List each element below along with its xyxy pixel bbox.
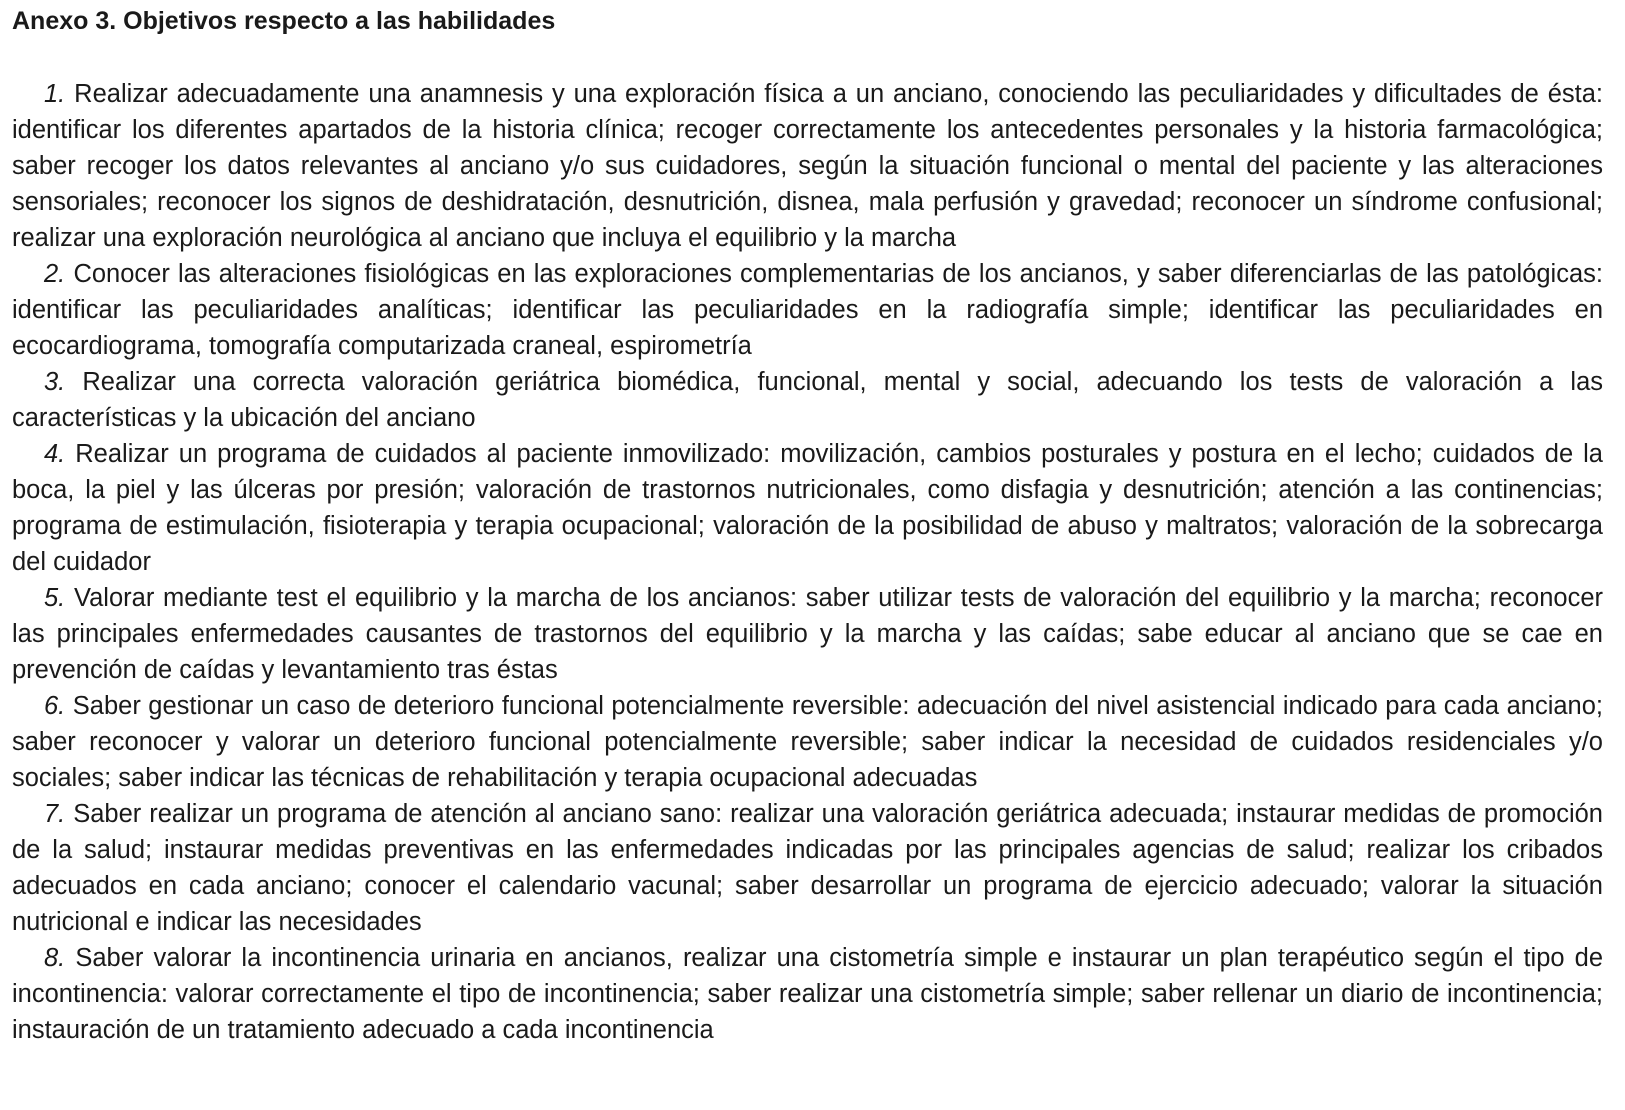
objective-item-8 (12, 940, 1603, 1048)
objective-text: Conocer las alteraciones fisiológicas en las exploraciones complementarias de los ancianos, y saber diferenciarlas de las patológicas: identificar las peculiaridades analíticas; identificar las peculiaridades en la radiografía simple; identificar las peculiaridades en ecocardiograma, tomografía computarizada craneal, espirometría (12, 260, 1603, 360)
objective-text: Saber gestionar un caso de deterioro funcional potencialmente reversible: adecuación del nivel asistencial indicado para cada anciano; saber reconocer y valorar un deterioro funcional potencialmente reversible; saber indicar la necesidad de cuidados residenciales y/o sociales; saber indicar las técnicas de rehabilitación y terapia ocupacional adecuadas (12, 692, 1603, 792)
objective-number: 6. (44, 692, 66, 720)
objective-item-4 (12, 436, 1603, 580)
objective-item-2 (12, 256, 1603, 364)
objective-text: Saber valorar la incontinencia urinaria en ancianos, realizar una cistometría simple e instaurar un plan terapéutico según el tipo de incontinencia: valorar correctamente el tipo de incontinencia; saber realizar una cistometría simple; saber rellenar un diario de incontinencia; instauración de un tratamiento adecuado a cada incontinencia (12, 944, 1604, 1044)
objective-item-7 (12, 796, 1603, 940)
objective-number: 1. (44, 80, 66, 108)
objective-number: 5. (44, 584, 66, 612)
objective-text: Realizar un programa de cuidados al paciente inmovilizado: movilización, cambios posturales y postura en el lecho; cuidados de la boca, la piel y las úlceras por presión; valoración de trastornos nutricionales, como disfagia y desnutrición; atención a las continencias; programa de estimulación, fisioterapia y terapia ocupacional; valoración de la posibilidad de abuso y maltratos; valoración de la sobrecarga del cuidador (12, 440, 1603, 576)
objective-number: 4. (44, 440, 66, 468)
annex-title: Anexo 3. Objetivos respecto a las habilidades (12, 7, 556, 35)
objective-number: 3. (44, 368, 66, 396)
objective-text: Saber realizar un programa de atención al anciano sano: realizar una valoración geriátrica adecuada; instaurar medidas de promoción de la salud; instaurar medidas preventivas en las enfermedades indicadas por las principales agencias de salud; realizar los cribados adecuados en cada anciano; conocer el calendario vacunal; saber desarrollar un programa de ejercicio adecuado; valorar la situación nutricional e indicar las necesidades (12, 800, 1603, 936)
objective-text: Valorar mediante test el equilibrio y la marcha de los ancianos: saber utilizar tests de valoración del equilibrio y la marcha; reconocer las principales enfermedades causantes de trastornos del equilibrio y la marcha y las caídas; sabe educar al anciano que se cae en prevención de caídas y levantamiento tras éstas (12, 584, 1603, 684)
objectives-list (12, 76, 1603, 1048)
objective-number: 2. (44, 260, 66, 288)
objective-number: 7. (44, 800, 66, 828)
objective-item-1 (12, 76, 1603, 256)
objective-item-3 (12, 364, 1603, 436)
objective-number: 8. (44, 944, 66, 972)
objective-text: Realizar adecuadamente una anamnesis y una exploración física a un anciano, conociendo las peculiaridades y dificultades de ésta: identificar los diferentes apartados de la historia clínica; recoger correctamente los antecedentes personales y la historia farmacológica; saber recoger los datos relevantes al anciano y/o sus cuidadores, según la situación funcional o mental del paciente y las alteraciones sensoriales; reconocer los signos de deshidratación, desnutrición, disnea, mala perfusión y gravedad; reconocer un síndrome confusional; realizar una exploración neurológica al anciano que incluya el equilibrio y la marcha (12, 80, 1603, 252)
objective-item-5 (12, 580, 1603, 688)
objective-item-6 (12, 688, 1603, 796)
objective-text: Realizar una correcta valoración geriátrica biomédica, funcional, mental y social, adecuando los tests de valoración a las características y la ubicación del anciano (12, 368, 1603, 432)
